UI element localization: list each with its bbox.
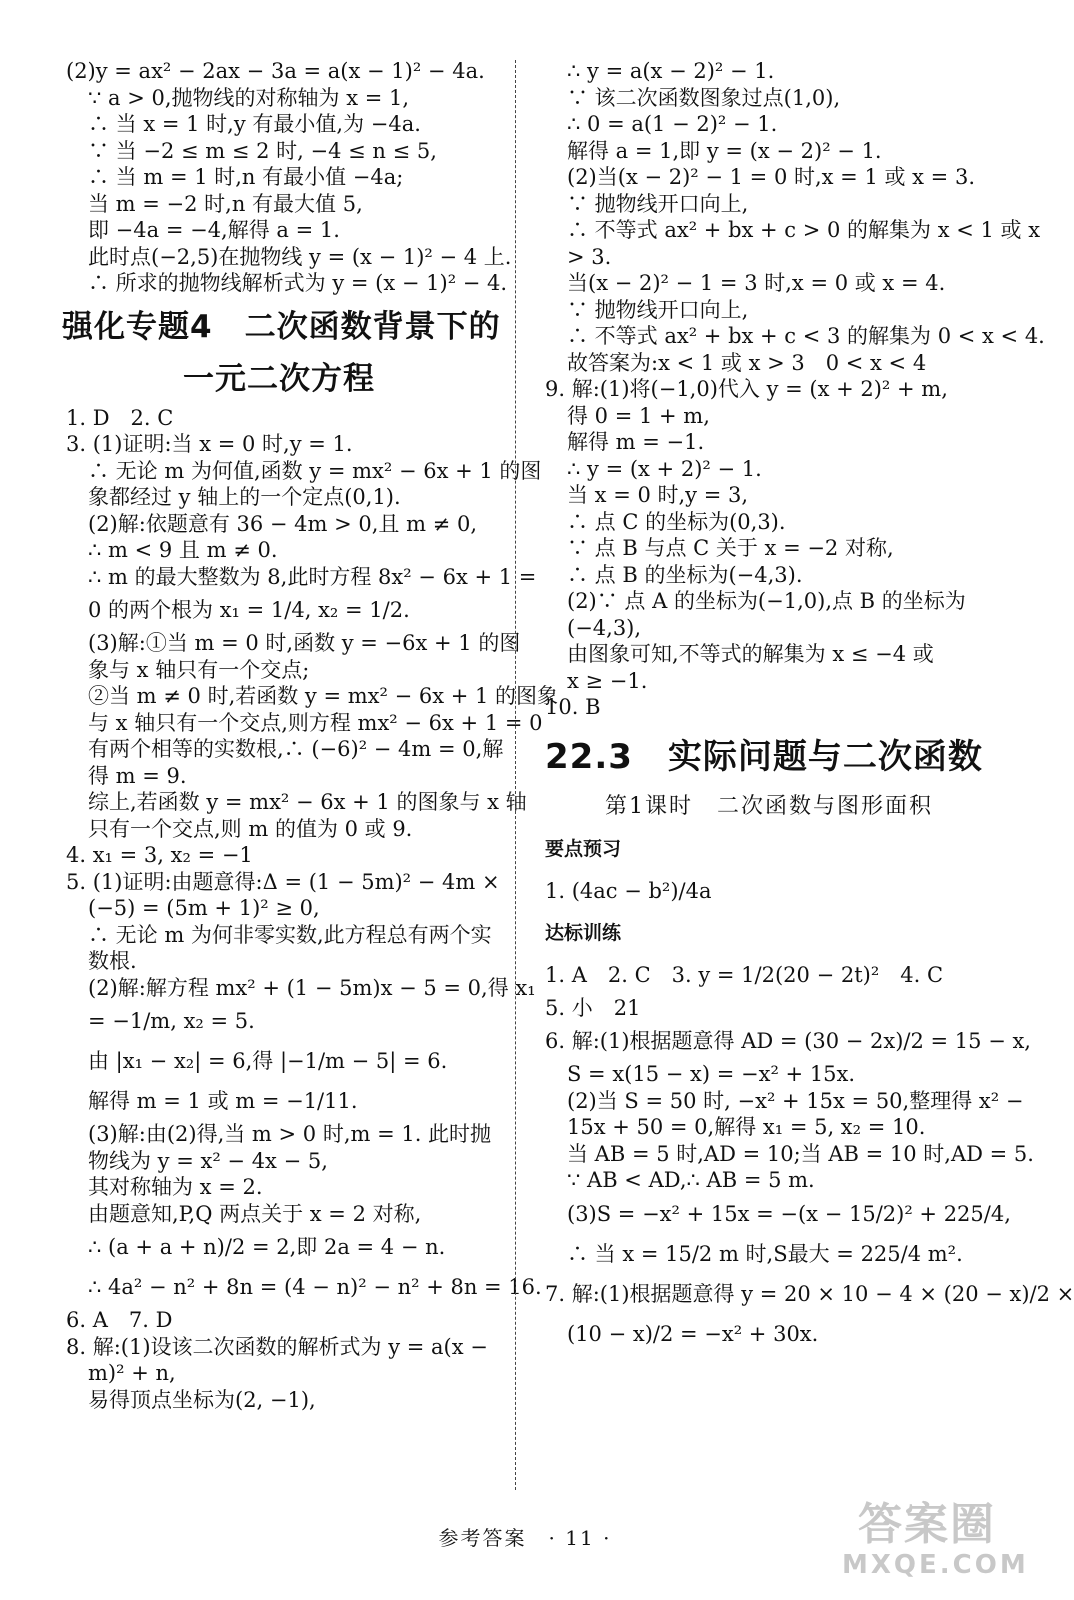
text-line: 6. 解:(1)根据题意得 AD = (30 − 2x)/2 = 15 − x, [545,1029,1031,1053]
text-line: 由 |x₁ − x₂| = 6,得 |−1/m − 5| = 6. [88,1049,448,1073]
text-line: (10 − x)/2 = −x² + 30x. [567,1321,819,1346]
text-line: (2)解:依题意有 36 − 4m > 0,且 m ≠ 0, [88,511,477,536]
text-line: ∴ 0 = a(1 − 2)² − 1. [567,112,778,136]
section-heading: 一元二次方程 [183,360,375,397]
text-line: 当 x = 0 时,y = 3, [567,483,749,507]
text-line: 其对称轴为 x = 2. [88,1175,263,1199]
text-line: ∵ 当 −2 ≤ m ≤ 2 时, −4 ≤ n ≤ 5, [88,138,437,163]
text-line: 得 0 = 1 + m, [567,403,710,428]
text-line: ∴ 不等式 ax² + bx + c > 0 的解集为 x < 1 或 x [567,218,1041,242]
text-line: 由题意知,P,Q 两点关于 x = 2 对称, [88,1201,422,1226]
text-line: (2)y = ax² − 2ax − 3a = a(x − 1)² − 4a. [66,59,485,83]
text-line: 综上,若函数 y = mx² − 6x + 1 的图象与 x 轴 [88,790,527,814]
text-line: ∵ 抛物线开口向上, [567,297,749,322]
watermark-logo-text: 答案圈 [858,1499,996,1550]
text-line: 与 x 轴只有一个交点,则方程 mx² − 6x + 1 = 0 [88,710,543,735]
text-line: 数根. [88,949,137,973]
section-heading: 强化专题4 二次函数背景下的 [62,308,501,345]
page-footer: 参考答案 · 11 · [438,1526,612,1550]
watermark-logo [842,1499,1029,1590]
text-line: 5. (1)证明:由题意得:Δ = (1 − 5m)² − 4m × [66,869,500,894]
text-line: (−5) = (5m + 1)² ≥ 0, [88,896,320,920]
text-line: (2)解:解方程 mx² + (1 − 5m)x − 5 = 0,得 x₁ [88,975,536,1000]
text-line: 象都经过 y 轴上的一个定点(0,1). [88,485,401,509]
text-line: ∴ 不等式 ax² + bx + c < 3 的解集为 0 < x < 4. [567,324,1045,348]
text-line: 只有一个交点,则 m 的值为 0 或 9. [88,816,413,841]
subsection-heading: 要点预习 [545,837,622,860]
text-line: (2)当 S = 50 时, −x² + 15x = 50,整理得 x² − [567,1088,1024,1113]
text-line: 故答案为:x < 1 或 x > 3 0 < x < 4 [567,350,927,375]
text-line: (2)当(x − 2)² − 1 = 0 时,x = 1 或 x = 3. [567,165,975,189]
watermark-site: MXQE.COM [842,1550,1029,1580]
text-line: (−4,3), [567,615,642,640]
text-line: 0 的两个根为 x₁ = 1/4, x₂ = 1/2. [88,598,410,622]
column-divider [515,60,516,1490]
text-line: ∴ y = (x + 2)² − 1. [567,456,762,481]
text-line: m)² + n, [88,1361,176,1385]
text-line: 解得 a = 1,即 y = (x − 2)² − 1. [567,138,882,163]
text-line: ∴ 无论 m 为何值,函数 y = mx² − 6x + 1 的图 [88,458,542,483]
text-line: (2)∵ 点 A 的坐标为(−1,0),点 B 的坐标为 [567,589,966,613]
left-column [62,58,559,1413]
text-line: ∴ 点 C 的坐标为(0,3). [567,509,786,534]
text-line: 解得 m = 1 或 m = −1/11. [88,1089,358,1113]
right-column [545,58,1074,1354]
text-line: ∴ 当 x = 15/2 m 时,S最大 = 225/4 m². [567,1241,963,1266]
text-line: (3)解:①当 m = 0 时,函数 y = −6x + 1 的图 [88,631,521,655]
text-line: 8. 解:(1)设该二次函数的解析式为 y = a(x − [66,1334,488,1359]
subsection-heading: 达标训练 [545,921,622,944]
text-line: ∵ a > 0,抛物线的对称轴为 x = 1, [88,85,410,110]
text-line: 此时点(−2,5)在抛物线 y = (x − 1)² − 4 上. [88,244,512,269]
text-line: ∴ 所求的抛物线解析式为 y = (x − 1)² − 4. [88,271,508,295]
text-line: 物线为 y = x² − 4x − 5, [88,1148,328,1173]
text-line: ∴ 4a² − n² + 8n = (4 − n)² − n² + 8n = 16. [88,1275,542,1299]
text-line: 易得顶点坐标为(2, −1), [88,1387,316,1412]
text-line: 3. (1)证明:当 x = 0 时,y = 1. [66,432,353,456]
text-line: ∵ 该二次函数图象过点(1,0), [567,85,841,110]
text-line: 9. 解:(1)将(−1,0)代入 y = (x + 2)² + m, [545,377,948,401]
text-line: ∴ (a + a + n)/2 = 2,即 2a = 4 − n. [88,1235,446,1259]
text-line: 当 m = −2 时,n 有最大值 5, [88,191,363,216]
text-line: ∴ m < 9 且 m ≠ 0. [88,538,278,562]
text-line: x ≥ −1. [567,668,648,693]
text-line: 得 m = 9. [88,763,187,788]
text-line: 7. 解:(1)根据题意得 y = 20 × 10 − 4 × (20 − x)/2 × [545,1281,1074,1306]
text-line: > 3. [567,244,612,269]
text-line: 6. A 7. D [66,1308,173,1332]
text-line: ∴ y = a(x − 2)² − 1. [567,59,775,83]
text-line: (3)解:由(2)得,当 m > 0 时,m = 1. 此时抛 [88,1122,492,1146]
text-line: ∴ 点 B 的坐标为(−4,3). [567,562,803,587]
text-line: ∵ 抛物线开口向上, [567,191,749,216]
text-line: 由图象可知,不等式的解集为 x ≤ −4 或 [567,642,934,666]
text-line: ②当 m ≠ 0 时,若函数 y = mx² − 6x + 1 的图象 [88,684,559,708]
text-line: 15x + 50 = 0,解得 x₁ = 5, x₂ = 10. [567,1115,926,1139]
text-line: S = x(15 − x) = −x² + 15x. [567,1062,856,1086]
text-line: 即 −4a = −4,解得 a = 1. [88,218,340,242]
text-line: 解得 m = −1. [567,430,705,454]
text-line: 有两个相等的实数根,∴ (−6)² − 4m = 0,解 [88,737,504,761]
text-line: 10. B [545,695,601,719]
text-line: (3)S = −x² + 15x = −(x − 15/2)² + 225/4, [567,1201,1011,1226]
text-line: ∴ 无论 m 为何非零实数,此方程总有两个实 [88,922,492,947]
text-line: 当 AB = 5 时,AD = 10;当 AB = 10 时,AD = 5. [567,1141,1034,1166]
text-line: 象与 x 轴只有一个交点; [88,657,310,682]
text-line: 4. x₁ = 3, x₂ = −1 [66,843,253,867]
text-line: 当(x − 2)² − 1 = 3 时,x = 0 或 x = 4. [567,271,946,295]
text-line: 5. 小 21 [545,995,641,1020]
text-line: ∴ m 的最大整数为 8,此时方程 8x² − 6x + 1 = [88,564,537,589]
text-line: ∴ 当 m = 1 时,n 有最小值 −4a; [88,165,404,189]
text-line: ∴ 当 x = 1 时,y 有最小值,为 −4a. [88,112,421,136]
text-line: ∵ 点 B 与点 C 关于 x = −2 对称, [567,536,894,560]
lesson-heading: 第1课时 二次函数与图形面积 [605,793,933,819]
text-line: ∵ AB < AD,∴ AB = 5 m. [567,1168,815,1192]
text-line: 1. (4ac − b²)/4a [545,878,712,903]
chapter-heading: 22.3 实际问题与二次函数 [545,736,983,777]
text-line: 1. A 2. C 3. y = 1/2(20 − 2t)² 4. C [545,962,944,987]
text-line: = −1/m, x₂ = 5. [88,1009,255,1033]
text-line: 1. D 2. C [66,405,174,430]
